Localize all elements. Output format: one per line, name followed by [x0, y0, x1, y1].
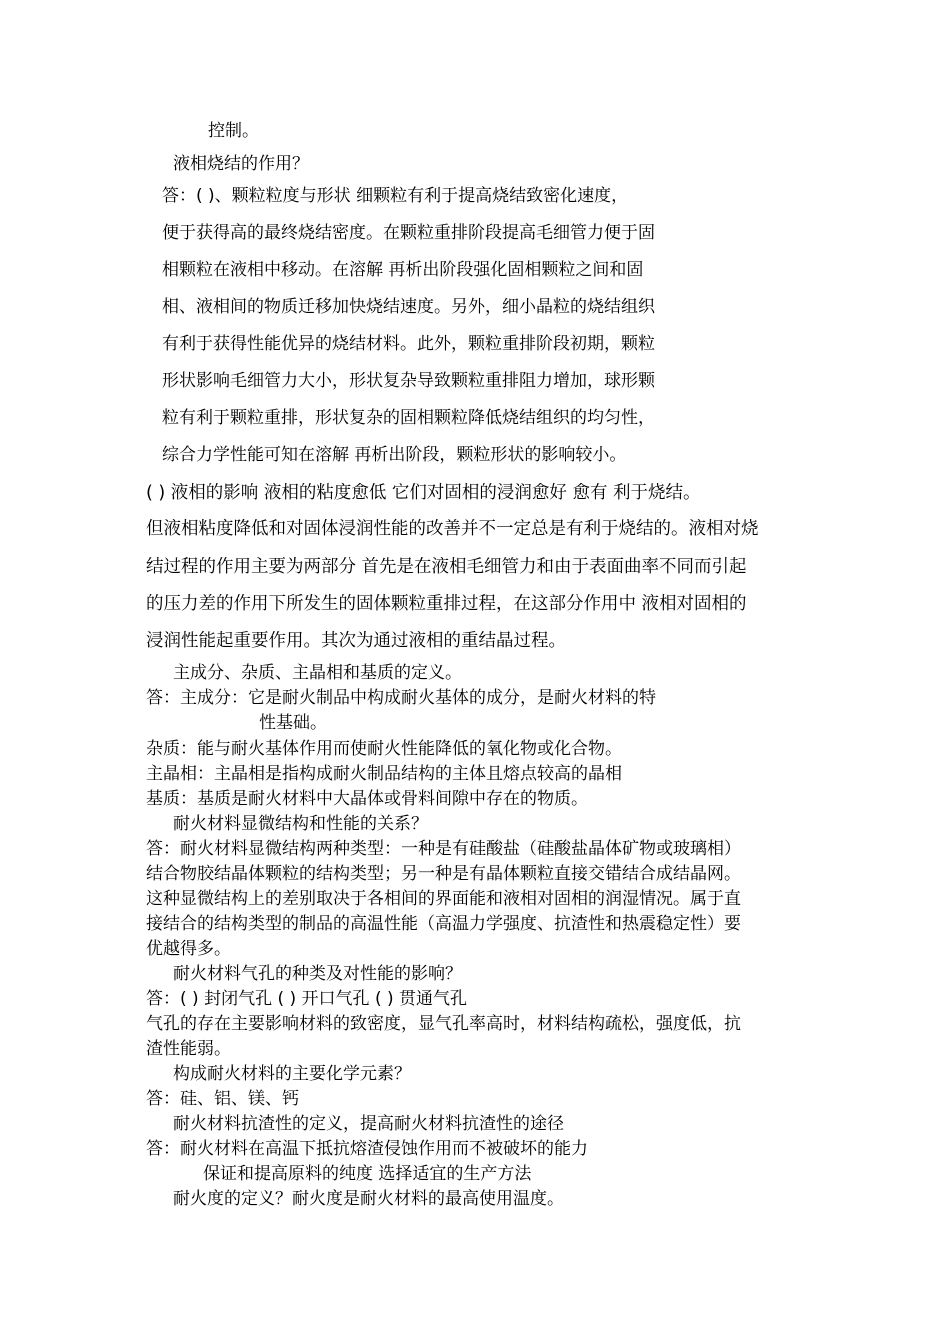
answer-line: 答：( ) 封闭气孔 ( ) 开口气孔 ( ) 贯通气孔: [146, 989, 468, 1009]
answer-line: 结合物胶结晶体颗粒的结构类型；另一种是有晶体颗粒直接交错结合成结晶网。: [146, 864, 741, 884]
answer-line: 有利于获得性能优异的烧结材料。此外，颗粒重排阶段初期，颗粒: [162, 334, 655, 354]
question-heading: 构成耐火材料的主要化学元素？: [173, 1064, 411, 1084]
answer-line: 答：( )、颗粒粒度与形状 细颗粒有利于提高烧结致密化速度，: [162, 186, 629, 206]
answer-line: 性基础。: [259, 713, 327, 733]
text-line: 控制。: [208, 121, 259, 141]
definition-line: 杂质：能与耐火基体作用而使耐火性能降低的氧化物或化合物。: [146, 739, 622, 759]
answer-line: 形状影响毛细管力大小，形状复杂导致颗粒重排阻力增加，球形颗: [162, 371, 655, 391]
question-heading: 耐火度的定义？耐火度是耐火材料的最高使用温度。: [173, 1189, 564, 1209]
answer-line: 这种显微结构上的差别取决于各相间的界面能和液相对固相的润湿情况。属于直: [146, 889, 741, 909]
answer-line: 综合力学性能可知在溶解 再析出阶段，颗粒形状的影响较小。: [162, 445, 627, 465]
paragraph-line: 结过程的作用主要为两部分 首先是在液相毛细管力和由于表面曲率不同而引起: [146, 557, 747, 577]
answer-line: 答：耐火材料显微结构两种类型：一种是有硅酸盐（硅酸盐晶体矿物或玻璃相）: [146, 839, 741, 859]
answer-line: 渣性能弱。: [146, 1039, 231, 1059]
answer-line: 气孔的存在主要影响材料的致密度，显气孔率高时，材料结构疏松，强度低，抗: [146, 1014, 741, 1034]
answer-line: 答：耐火材料在高温下抵抗熔渣侵蚀作用而不被破坏的能力: [146, 1139, 588, 1159]
question-heading: 耐火材料显微结构和性能的关系？: [173, 814, 428, 834]
answer-line: 相、液相间的物质迁移加快烧结速度。另外，细小晶粒的烧结组织: [162, 297, 655, 317]
answer-line: 便于获得高的最终烧结密度。在颗粒重排阶段提高毛细管力便于固: [162, 223, 655, 243]
paragraph-line: 但液相粘度降低和对固体浸润性能的改善并不一定总是有利于烧结的。液相对烧: [146, 519, 759, 539]
question-heading: 液相烧结的作用？: [173, 154, 309, 174]
paragraph-line: ( ) 液相的影响 液相的粘度愈低 它们对固相的浸润愈好 愈有 利于烧结。: [146, 483, 701, 503]
question-heading: 主成分、杂质、主晶相和基质的定义。: [173, 663, 462, 683]
answer-line: 粒有利于颗粒重排，形状复杂的固相颗粒降低烧结组织的均匀性，: [162, 408, 655, 428]
definition-line: 基质：基质是耐火材料中大晶体或骨料间隙中存在的物质。: [146, 789, 588, 809]
question-heading: 耐火材料抗渣性的定义，提高耐火材料抗渣性的途径: [173, 1114, 564, 1134]
paragraph-line: 的压力差的作用下所发生的固体颗粒重排过程，在这部分作用中 液相对固相的: [146, 594, 747, 614]
answer-line: 优越得多。: [146, 939, 231, 959]
paragraph-line: 浸润性能起重要作用。其次为通过液相的重结晶过程。: [146, 631, 566, 651]
answer-line: 答：硅、铝、镁、钙: [146, 1089, 299, 1109]
answer-line: 接结合的结构类型的制品的高温性能（高温力学强度、抗渣性和热震稳定性）要: [146, 914, 741, 934]
definition-line: 主晶相：主晶相是指构成耐火制品结构的主体且熔点较高的晶相: [146, 764, 622, 784]
answer-line: 保证和提高原料的纯度 选择适宜的生产方法: [203, 1164, 532, 1184]
answer-line: 相颗粒在液相中移动。在溶解 再析出阶段强化固相颗粒之间和固: [162, 260, 644, 280]
question-heading: 耐火材料气孔的种类及对性能的影响？: [173, 964, 462, 984]
answer-line: 答：主成分：它是耐火制品中构成耐火基体的成分，是耐火材料的特: [146, 688, 656, 708]
